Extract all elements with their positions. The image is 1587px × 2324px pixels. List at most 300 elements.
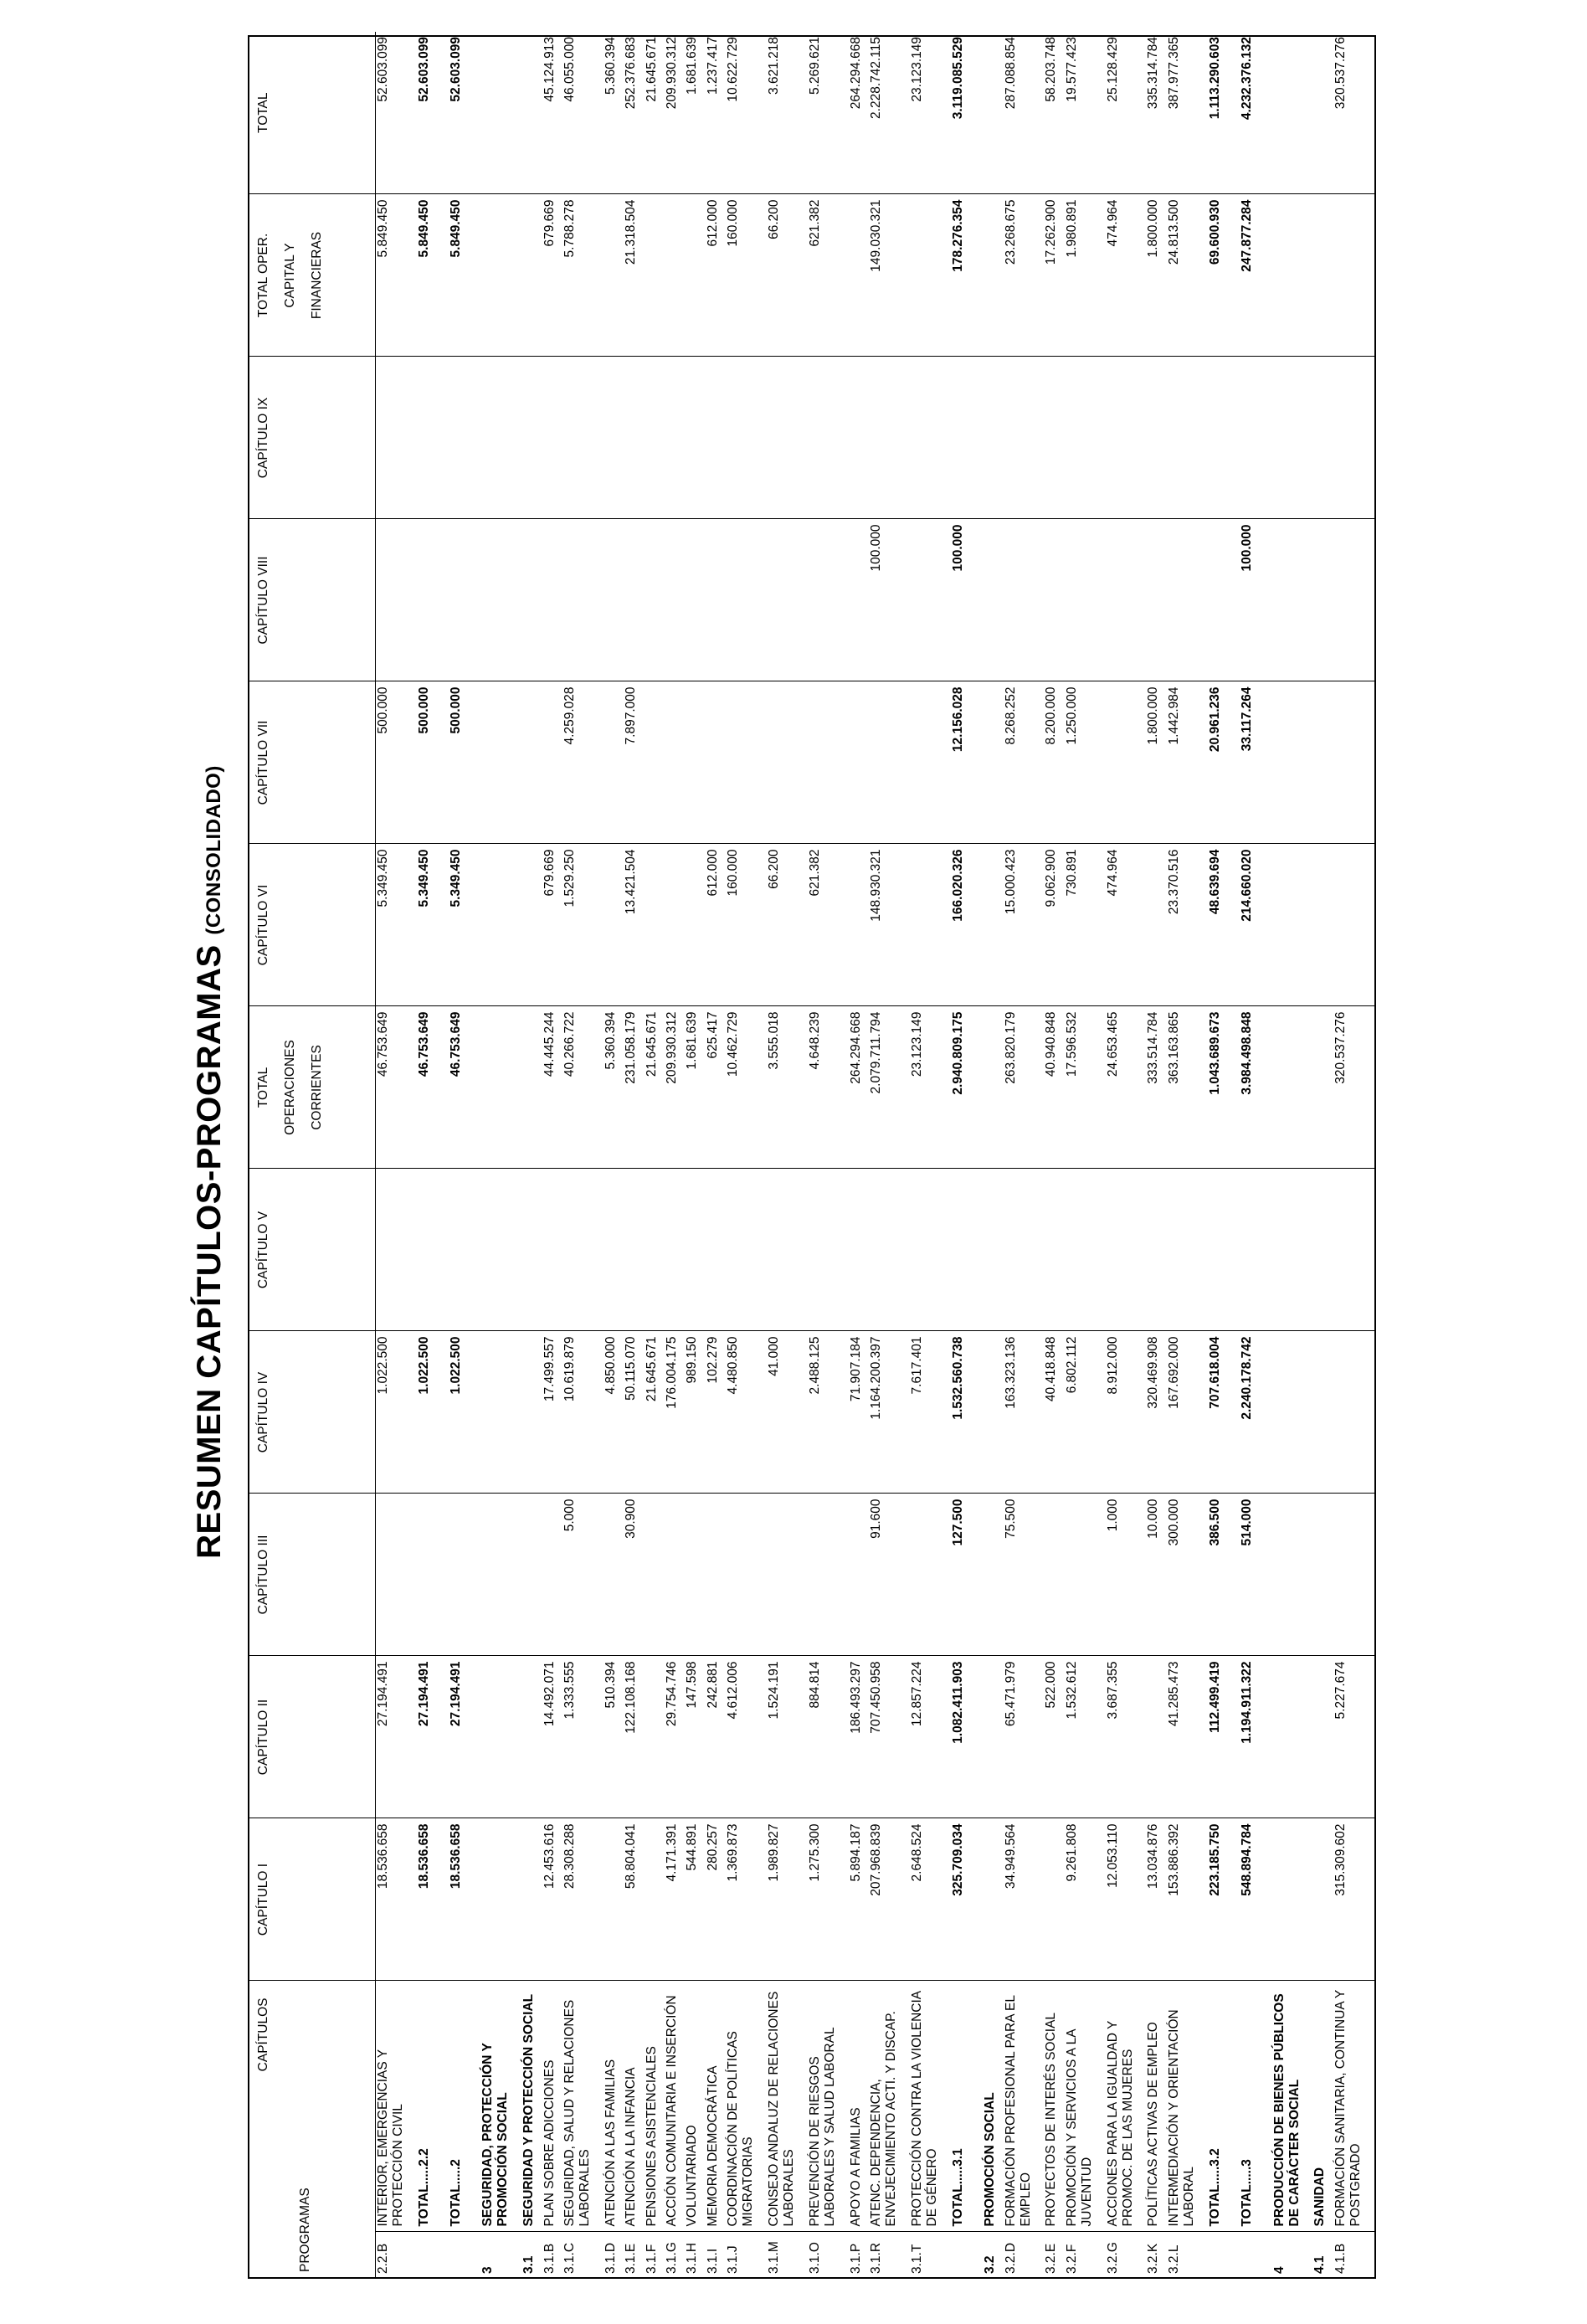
amount-tcf: 679.669 (542, 194, 562, 357)
amount-c7 (665, 681, 685, 844)
amount-c2 (983, 1656, 1003, 1818)
program-name: POLÍTICAS ACTIVAS DE EMPLEO (1146, 1981, 1166, 2232)
spacer-cell (469, 681, 480, 844)
amount-total: 3.621.218 (767, 32, 808, 194)
amount-c3 (603, 1494, 624, 1656)
amount-c8 (1044, 519, 1064, 681)
spacer-cell (1228, 844, 1240, 1006)
amount-toc: 17.596.532 (1065, 1006, 1106, 1169)
program-name: PROMOCIÓN SOCIAL (983, 1981, 1003, 2232)
amount-c2: 1.524.191 (767, 1656, 808, 1818)
amount-c9 (417, 357, 437, 519)
amount-c5 (1312, 1169, 1333, 1331)
amount-c4: 8.912.000 (1106, 1331, 1147, 1494)
amount-toc: 209.930.312 (665, 1006, 685, 1169)
amount-c5 (1106, 1169, 1147, 1331)
amount-c4: 1.164.200.397 (869, 1331, 910, 1494)
program-name: TOTAL.....3.1 (951, 1981, 971, 2232)
amount-c2: 27.194.491 (449, 1656, 469, 1818)
amount-c1: 18.536.658 (449, 1818, 469, 1981)
amount-c4 (480, 1331, 521, 1494)
amount-c1: 223.185.750 (1208, 1818, 1228, 1981)
amount-c3 (521, 1494, 542, 1656)
amount-c2 (521, 1656, 542, 1818)
amount-c9 (480, 357, 521, 519)
amount-total: 52.603.099 (449, 32, 469, 194)
table-row (624, 32, 644, 2277)
program-code: 3.1.M (767, 2241, 782, 2274)
amount-total: 52.603.099 (417, 32, 437, 194)
amount-c2: 522.000 (1044, 1656, 1064, 1818)
amount-c5 (685, 1169, 705, 1331)
amount-c5 (665, 1169, 685, 1331)
amount-total: 52.603.099 (375, 32, 417, 194)
amount-c5 (521, 1169, 542, 1331)
program-name: FORMACIÓN PROFESIONAL PARA EL EMPLEO (1004, 1981, 1045, 2232)
amount-toc: 10.462.729 (726, 1006, 767, 1169)
program-name: FORMACIÓN SANITARIA, CONTINUA Y POSTGRADO (1333, 1981, 1374, 2232)
amount-tcf: 5.849.450 (417, 194, 437, 357)
table-row (1004, 32, 1045, 2277)
amount-tcf (480, 194, 521, 357)
spacer-cell (437, 1006, 449, 1169)
amount-c4: 40.418.848 (1044, 1331, 1064, 1494)
spacer-cell (437, 1981, 449, 2232)
amount-toc: 44.445.244 (542, 1006, 562, 1169)
amount-toc: 40.266.722 (562, 1006, 603, 1169)
amount-c2: 707.450.958 (869, 1656, 910, 1818)
table-row (1065, 32, 1106, 2277)
amount-c1: 12.053.110 (1106, 1818, 1147, 1981)
amount-c6: 612.000 (706, 844, 726, 1006)
amount-c6 (645, 844, 665, 1006)
amount-toc: 363.163.865 (1167, 1006, 1208, 1169)
amount-c1: 34.949.564 (1004, 1818, 1045, 1981)
amount-total: 4.232.376.132 (1240, 32, 1260, 194)
spacer-cell (1261, 1006, 1272, 1169)
amount-c6: 9.062.900 (1044, 844, 1064, 1006)
spacer-cell (1228, 1981, 1240, 2232)
amount-toc: 1.043.689.673 (1208, 1006, 1228, 1169)
amount-c7: 1.442.984 (1167, 681, 1208, 844)
amount-c9 (1106, 357, 1147, 519)
spacer-row (437, 32, 449, 2277)
amount-c5 (808, 1169, 849, 1331)
amount-c4: 989.150 (685, 1331, 705, 1494)
amount-tcf: 612.000 (706, 194, 726, 357)
amount-c8 (542, 519, 562, 681)
amount-c8 (808, 519, 849, 681)
spacer-cell (971, 1981, 983, 2232)
amount-c5 (449, 1169, 469, 1331)
amount-c9 (983, 357, 1003, 519)
amount-c7: 500.000 (449, 681, 469, 844)
amount-c3 (685, 1494, 705, 1656)
program-name: TOTAL.....3 (1240, 1981, 1260, 2232)
amount-c4: 163.323.136 (1004, 1331, 1045, 1494)
amount-c2 (645, 1656, 665, 1818)
amount-c2: 41.285.473 (1167, 1656, 1208, 1818)
amount-total: 1.681.639 (685, 32, 705, 194)
spacer-cell (1261, 844, 1272, 1006)
title-subtitle: (CONSOLIDADO) (203, 765, 225, 935)
amount-c5 (562, 1169, 603, 1331)
spacer-cell (971, 1818, 983, 1981)
program-code: 2.2.B (375, 2243, 390, 2274)
amount-c3: 30.900 (624, 1494, 644, 1656)
table-row (910, 32, 951, 2277)
table-row (665, 32, 685, 2277)
amount-c3: 75.500 (1004, 1494, 1045, 1656)
amount-c6: 1.529.250 (562, 844, 603, 1006)
table-row (1044, 32, 1064, 2277)
amount-c9 (645, 357, 665, 519)
spacer-cell (469, 1656, 480, 1818)
program-name: PROMOCIÓN Y SERVICIOS A LA JUVENTUD (1065, 1981, 1106, 2232)
amount-toc: 4.648.239 (808, 1006, 849, 1169)
amount-c2: 4.612.006 (726, 1656, 767, 1818)
amount-total: 23.123.149 (910, 32, 951, 194)
amount-tcf (665, 194, 685, 357)
amount-c7 (1106, 681, 1147, 844)
program-code: 3.1.F (644, 2244, 659, 2274)
program-code: 3.1.O (807, 2242, 822, 2274)
amount-c9 (808, 357, 849, 519)
spacer-cell (437, 1169, 449, 1331)
spacer-cell (1228, 681, 1240, 844)
amount-total: 21.645.671 (645, 32, 665, 194)
spacer-cell (971, 1494, 983, 1656)
amount-c2: 510.394 (603, 1656, 624, 1818)
spacer-cell (971, 2232, 983, 2277)
amount-toc: 333.514.784 (1146, 1006, 1166, 1169)
amount-c2: 112.499.419 (1208, 1656, 1228, 1818)
amount-total: 58.203.748 (1044, 32, 1064, 194)
amount-c6 (849, 844, 869, 1006)
spacer-cell (971, 1006, 983, 1169)
amount-c1: 280.257 (706, 1818, 726, 1981)
amount-c2 (1146, 1656, 1166, 1818)
amount-c1: 2.648.524 (910, 1818, 951, 1981)
amount-c1: 13.034.876 (1146, 1818, 1166, 1981)
program-code: 3.1.C (562, 2242, 577, 2274)
amount-c8 (767, 519, 808, 681)
amount-c6 (665, 844, 685, 1006)
amount-tcf: 17.262.900 (1044, 194, 1064, 357)
program-name: MEMORIA DEMOCRÁTICA (706, 1981, 726, 2232)
amount-toc: 320.537.276 (1333, 1006, 1374, 1169)
amount-c8 (1333, 519, 1374, 681)
amount-tcf: 5.849.450 (449, 194, 469, 357)
amount-c7: 33.117.264 (1240, 681, 1260, 844)
amount-c9 (375, 357, 417, 519)
table-row (951, 32, 971, 2277)
header-total-oc-line2: OPERACIONES (283, 1040, 297, 1135)
amount-c4: 6.802.112 (1065, 1331, 1106, 1494)
program-code: 3.2.G (1105, 2242, 1120, 2274)
spacer-cell (1261, 519, 1272, 681)
amount-c8 (1312, 519, 1333, 681)
amount-c8 (849, 519, 869, 681)
spacer-cell (971, 844, 983, 1006)
header-total: TOTAL (249, 32, 375, 194)
amount-c6 (1333, 844, 1374, 1006)
amount-c8 (624, 519, 644, 681)
amount-c6 (521, 844, 542, 1006)
amount-c4: 1.532.560.738 (951, 1331, 971, 1494)
amount-c1 (521, 1818, 542, 1981)
amount-c3: 1.000 (1106, 1494, 1147, 1656)
amount-c7: 7.897.000 (624, 681, 644, 844)
amount-total: 45.124.913 (542, 32, 562, 194)
amount-c7 (1272, 681, 1313, 844)
amount-total: 25.128.429 (1106, 32, 1147, 194)
amount-c5 (542, 1169, 562, 1331)
amount-toc (521, 1006, 542, 1169)
spacer-cell (1228, 357, 1240, 519)
table-row (706, 32, 726, 2277)
amount-c3 (645, 1494, 665, 1656)
amount-c6 (1146, 844, 1166, 1006)
spacer-cell (1228, 519, 1240, 681)
table-row (1240, 32, 1260, 2277)
spacer-cell (469, 1169, 480, 1331)
amount-c3 (910, 1494, 951, 1656)
amount-c4: 320.469.908 (1146, 1331, 1166, 1494)
amount-c9 (1146, 357, 1166, 519)
program-code: 3.2.D (1003, 2242, 1018, 2274)
amount-c1: 5.894.187 (849, 1818, 869, 1981)
amount-c7 (645, 681, 665, 844)
amount-tcf (645, 194, 665, 357)
header-cap9: CAPÍTULO IX (249, 357, 375, 519)
amount-c4: 176.004.175 (665, 1331, 685, 1494)
program-code: 3.1.T (909, 2244, 924, 2274)
table-row (417, 32, 437, 2277)
spacer-cell (469, 194, 480, 357)
amount-toc: 21.645.671 (645, 1006, 665, 1169)
program-name: PRODUCCIÓN DE BIENES PÚBLICOS DE CARÁCTER SOCIAL (1272, 1981, 1313, 2232)
spacer-cell (437, 2232, 449, 2277)
amount-c5 (480, 1169, 521, 1331)
spacer-cell (469, 1981, 480, 2232)
spacer-cell (971, 1331, 983, 1494)
amount-toc: 2.940.809.175 (951, 1006, 971, 1169)
header-total-oc-line3: CORRIENTES (310, 1045, 324, 1130)
spacer-cell (437, 1331, 449, 1494)
spacer-cell (437, 1818, 449, 1981)
amount-c6: 474.964 (1106, 844, 1147, 1006)
table-row (1312, 32, 1333, 2277)
amount-c9 (624, 357, 644, 519)
amount-c7 (767, 681, 808, 844)
amount-c6: 15.000.423 (1004, 844, 1045, 1006)
spacer-cell (437, 1656, 449, 1818)
table-row (1106, 32, 1147, 2277)
amount-c4 (1333, 1331, 1374, 1494)
spacer-cell (1261, 2232, 1272, 2277)
program-name: CONSEJO ANDALUZ DE RELACIONES LABORALES (767, 1981, 808, 2232)
amount-c6: 730.891 (1065, 844, 1106, 1006)
amount-c1 (983, 1818, 1003, 1981)
amount-c7: 8.200.000 (1044, 681, 1064, 844)
amount-c3 (726, 1494, 767, 1656)
amount-c6: 13.421.504 (624, 844, 644, 1006)
table-row (1167, 32, 1208, 2277)
amount-c5 (603, 1169, 624, 1331)
header-capitulos: CAPÍTULOS (256, 1998, 270, 2072)
program-code: 3.1.D (603, 2242, 618, 2274)
amount-c5 (375, 1169, 417, 1331)
amount-c8 (665, 519, 685, 681)
amount-c4: 2.488.125 (808, 1331, 849, 1494)
amount-c1: 207.968.839 (869, 1818, 910, 1981)
amount-c5 (1333, 1169, 1374, 1331)
amount-c3 (1044, 1494, 1064, 1656)
amount-c3 (1333, 1494, 1374, 1656)
spacer-cell (1261, 32, 1272, 194)
amount-c5 (1065, 1169, 1106, 1331)
amount-c4: 21.645.671 (645, 1331, 665, 1494)
spacer-cell (437, 357, 449, 519)
amount-c6: 148.930.321 (869, 844, 910, 1006)
amount-c3 (706, 1494, 726, 1656)
table-row (521, 32, 542, 2277)
spacer-cell (469, 844, 480, 1006)
table-row (1208, 32, 1228, 2277)
program-name: ATENCIÓN A LA INFANCIA (624, 1981, 644, 2232)
program-code: 3.1.H (685, 2242, 700, 2274)
table-row (562, 32, 603, 2277)
amount-toc: 3.555.018 (767, 1006, 808, 1169)
amount-c7: 8.268.252 (1004, 681, 1045, 844)
amount-tcf (1333, 194, 1374, 357)
amount-tcf (983, 194, 1003, 357)
amount-total (480, 32, 521, 194)
program-code: 3.1.G (665, 2242, 680, 2274)
spacer-cell (971, 194, 983, 357)
amount-total: 19.577.423 (1065, 32, 1106, 194)
amount-c1 (480, 1818, 521, 1981)
header-total-cf-line3: FINANCIERAS (310, 231, 324, 320)
amount-c2: 29.754.746 (665, 1656, 685, 1818)
amount-c6: 166.020.326 (951, 844, 971, 1006)
amount-c3: 386.500 (1208, 1494, 1228, 1656)
amount-c7 (849, 681, 869, 844)
amount-total: 252.376.683 (624, 32, 644, 194)
table-row (542, 32, 562, 2277)
spacer-cell (1228, 194, 1240, 357)
amount-tcf (910, 194, 951, 357)
amount-c2 (1312, 1656, 1333, 1818)
spacer-cell (1228, 1494, 1240, 1656)
amount-toc: 5.360.394 (603, 1006, 624, 1169)
table-header-row (249, 32, 375, 2277)
amount-c7 (706, 681, 726, 844)
program-name: PREVENCIÓN DE RIESGOS LABORALES Y SALUD LABORAL (808, 1981, 849, 2232)
amount-c6: 621.382 (808, 844, 849, 1006)
spacer-cell (1228, 2232, 1240, 2277)
program-name: TOTAL.....2.2 (417, 1981, 437, 2232)
amount-total: 1.113.290.603 (1208, 32, 1228, 194)
spacer-cell (1261, 194, 1272, 357)
header-programas: PROGRAMAS (298, 2188, 312, 2272)
amount-toc: 3.984.498.848 (1240, 1006, 1260, 1169)
budget-table-frame (248, 35, 1376, 2279)
program-code: 3.1.B (542, 2243, 557, 2274)
spacer-cell (971, 1169, 983, 1331)
amount-c9 (1272, 357, 1313, 519)
amount-c9 (603, 357, 624, 519)
amount-c3 (542, 1494, 562, 1656)
program-name: SEGURIDAD, SALUD Y RELACIONES LABORALES (562, 1981, 603, 2232)
table-row (645, 32, 665, 2277)
spacer-cell (1261, 357, 1272, 519)
amount-c3 (417, 1494, 437, 1656)
amount-toc: 1.681.639 (685, 1006, 705, 1169)
amount-tcf: 1.800.000 (1146, 194, 1166, 357)
amount-c8 (1272, 519, 1313, 681)
amount-c4: 41.000 (767, 1331, 808, 1494)
program-code: 3.2.F (1064, 2244, 1079, 2274)
amount-c5 (767, 1169, 808, 1331)
header-cap6: CAPÍTULO VI (249, 844, 375, 1006)
amount-c4: 4.480.850 (726, 1331, 767, 1494)
program-code (1208, 2232, 1228, 2277)
spacer-cell (1261, 1331, 1272, 1494)
amount-c1: 153.886.392 (1167, 1818, 1208, 1981)
spacer-cell (469, 2232, 480, 2277)
program-code: 3.1.J (726, 2245, 741, 2274)
spacer-cell (437, 519, 449, 681)
program-code: 4 (1271, 2266, 1287, 2274)
amount-tcf: 23.268.675 (1004, 194, 1045, 357)
amount-toc: 264.294.668 (849, 1006, 869, 1169)
amount-tcf: 21.318.504 (624, 194, 644, 357)
program-name: PROTECCIÓN CONTRA LA VIOLENCIA DE GÉNERO (910, 1981, 951, 2232)
amount-c8 (685, 519, 705, 681)
program-name: ATENC. DEPENDENCIA, ENVEJECIMIENTO ACTI. Y DISCAP. (869, 1981, 910, 2232)
amount-total: 46.055.000 (562, 32, 603, 194)
amount-total: 209.930.312 (665, 32, 685, 194)
amount-c3 (849, 1494, 869, 1656)
header-total-oc-line1: TOTAL (256, 1067, 270, 1108)
amount-c7: 4.259.028 (562, 681, 603, 844)
amount-total: 287.088.854 (1004, 32, 1045, 194)
amount-c6 (1272, 844, 1313, 1006)
amount-c4: 50.115.070 (624, 1331, 644, 1494)
program-code: 3.2 (983, 2255, 998, 2274)
amount-c9 (726, 357, 767, 519)
amount-tcf: 621.382 (808, 194, 849, 357)
title-text: RESUMEN CAPÍTULOS-PROGRAMAS (191, 944, 228, 1559)
program-name: PROYECTOS DE INTERÉS SOCIAL (1044, 1981, 1064, 2232)
amount-c7: 500.000 (417, 681, 437, 844)
amount-tcf: 5.849.450 (375, 194, 417, 357)
amount-c1: 315.309.602 (1333, 1818, 1374, 1981)
amount-c9 (1004, 357, 1045, 519)
amount-c2: 1.082.411.903 (951, 1656, 971, 1818)
amount-c1: 12.453.616 (542, 1818, 562, 1981)
amount-c9 (1065, 357, 1106, 519)
amount-c4: 4.850.000 (603, 1331, 624, 1494)
program-code: 3 (480, 2266, 496, 2274)
amount-c5 (417, 1169, 437, 1331)
amount-c8 (521, 519, 542, 681)
amount-c9 (1240, 357, 1260, 519)
table-row (869, 32, 910, 2277)
amount-c5 (706, 1169, 726, 1331)
